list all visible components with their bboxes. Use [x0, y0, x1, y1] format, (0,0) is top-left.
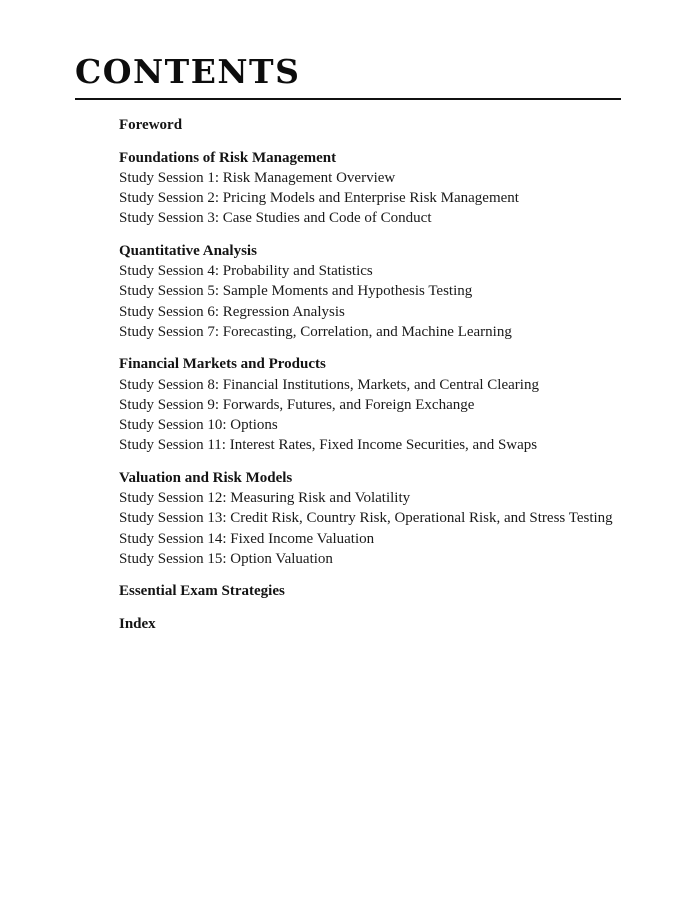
- toc-item: Study Session 12: Measuring Risk and Volatility: [119, 490, 411, 507]
- toc-item: Study Session 7: Forecasting, Correlation, and Machine Learning: [119, 323, 512, 340]
- toc-section: [119, 354, 694, 455]
- toc-section: [119, 581, 694, 601]
- toc-item: Study Session 4: Probability and Statistics: [119, 263, 373, 280]
- toc-item: Study Session 1: Risk Management Overview: [119, 169, 396, 186]
- toc-item: Study Session 8: Financial Institutions, Markets, and Central Clearing: [119, 376, 539, 393]
- page-title: CONTENTS: [75, 52, 301, 91]
- table-of-contents: [119, 115, 694, 634]
- toc-item: Study Session 2: Pricing Models and Enterprise Risk Management: [119, 190, 519, 207]
- toc-section: [119, 115, 694, 135]
- section-heading: Foreword: [119, 117, 183, 134]
- toc-item: Study Session 10: Options: [119, 417, 278, 434]
- section-heading: Index: [119, 615, 156, 632]
- section-heading: Foundations of Risk Management: [119, 149, 337, 166]
- toc-item: Study Session 9: Forwards, Futures, and Foreign Exchange: [119, 396, 475, 413]
- toc-section: [119, 614, 694, 634]
- toc-item: Study Session 3: Case Studies and Code of Conduct: [119, 210, 432, 227]
- toc-item: Study Session 5: Sample Moments and Hypothesis Testing: [119, 283, 473, 300]
- toc-section: [119, 468, 694, 569]
- toc-section: [119, 241, 694, 342]
- toc-item: Study Session 15: Option Valuation: [119, 550, 333, 567]
- toc-section: [119, 148, 694, 229]
- title-rule: [75, 98, 621, 100]
- toc-item: Study Session 13: Credit Risk, Country Risk, Operational Risk, and Stress Testing: [119, 510, 613, 527]
- section-heading: Valuation and Risk Models: [119, 469, 293, 486]
- section-heading: Essential Exam Strategies: [119, 583, 285, 600]
- toc-item: Study Session 14: Fixed Income Valuation: [119, 530, 375, 547]
- toc-item: Study Session 11: Interest Rates, Fixed Income Securities, and Swaps: [119, 437, 538, 454]
- section-heading: Financial Markets and Products: [119, 356, 326, 373]
- toc-item: Study Session 6: Regression Analysis: [119, 303, 345, 320]
- section-heading: Quantitative Analysis: [119, 242, 257, 259]
